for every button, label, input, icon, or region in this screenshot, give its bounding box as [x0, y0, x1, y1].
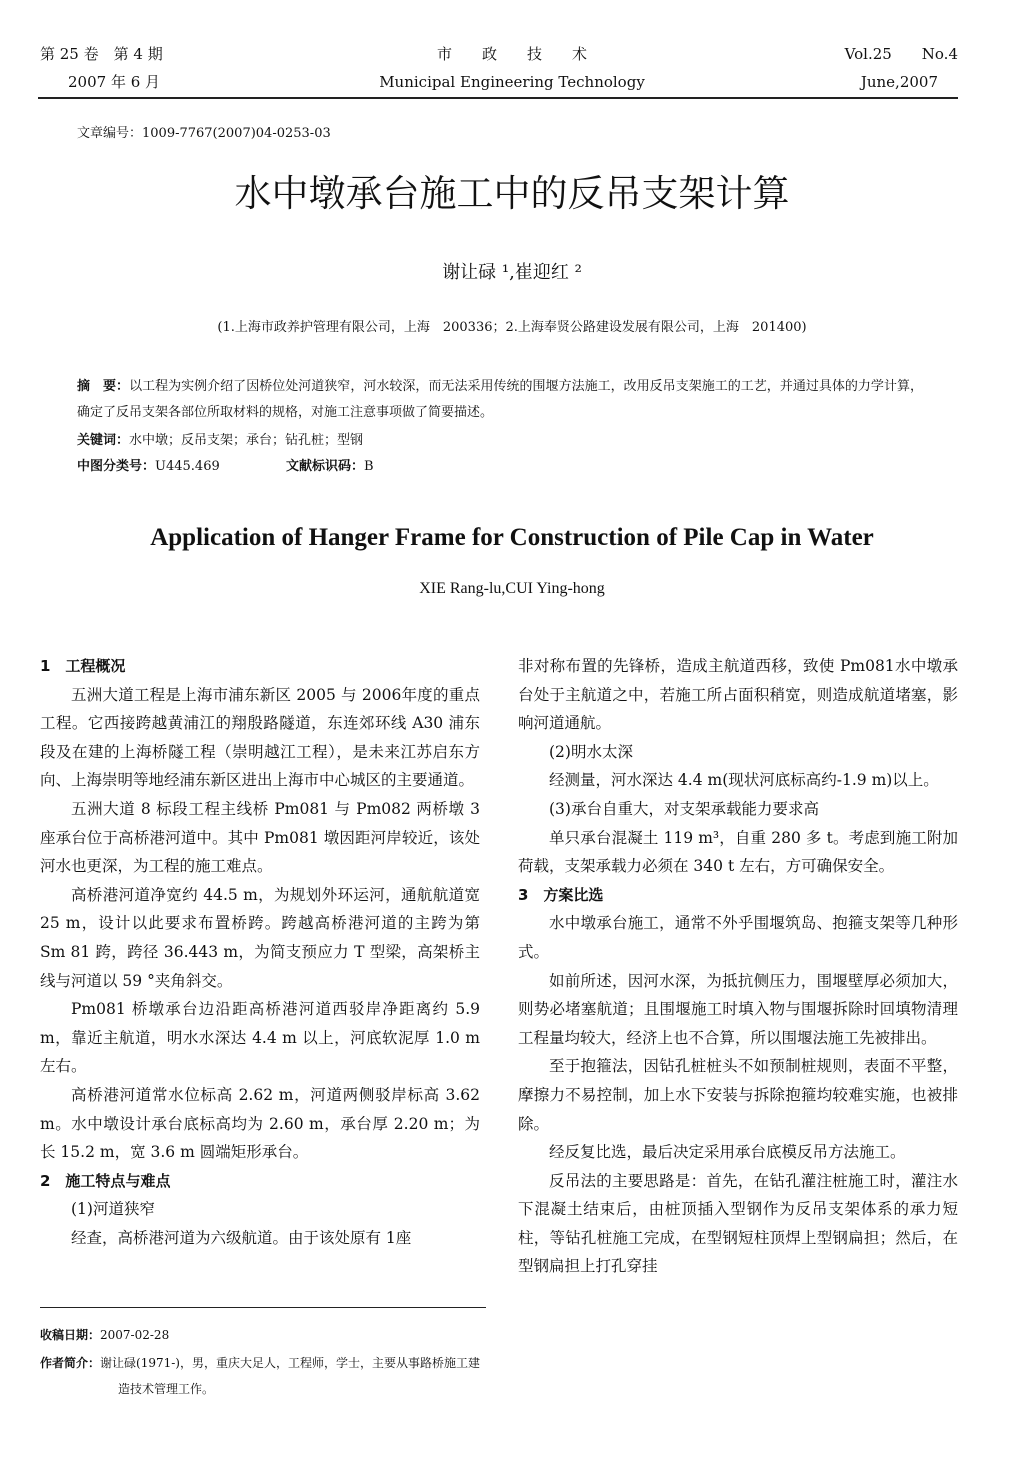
abstract-label: 摘 要： [77, 379, 130, 394]
clc-label: 中图分类号： [77, 459, 156, 474]
body-paragraph: 经反复比选，最后决定采用承台底模反吊方法施工。 [549, 1143, 906, 1162]
header-date-cn: 2007 年 6 月 [68, 73, 161, 91]
doc-code-label: 文献标识码： [286, 459, 365, 474]
english-authors: XIE Rang-lu,CUI Ying-hong [419, 580, 605, 597]
page-title: 水中墩承台施工中的反吊支架计算 [234, 172, 790, 215]
footnote-rule [40, 1307, 486, 1308]
body-paragraph: 水中墩承台施工，通常不外乎围堰筑岛、抱箍支架等几种形式。 [518, 914, 958, 961]
body-left-column [40, 652, 480, 1252]
body-paragraph: 单只承台混凝土 119 m³，自重 280 多 t。考虑到施工附加荷载，支架承载力必须在 340 t 左右，方可确保安全。 [518, 828, 958, 876]
doc-code-value: B [364, 459, 374, 474]
subsection-heading: (1)河道狭窄 [71, 1200, 155, 1219]
header-volume-issue: 第 25 卷 第 4 期 [40, 45, 163, 63]
section-heading: 2 施工特点与难点 [40, 1171, 171, 1190]
body-paragraph: 非对称布置的先锋桥，造成主航道西移，致使 Pm081水中墩承台处于主航道之中，若施工所占面积稍宽，则造成航道堵塞，影响河道通航。 [518, 657, 958, 733]
abstract-text: 以工程为实例介绍了因桥位处河道狭窄，河水较深，而无法采用传统的围堰方法施工，改用反吊支架施工的工艺，并通过具体的力学计算，确定了反吊支架各部位所取材料的规格，对施工注意事项做了简要描述。 [77, 379, 923, 420]
section-heading: 3 方案比选 [518, 885, 604, 904]
body-paragraph: 五洲大道 8 标段工程主线桥 Pm081 与 Pm082 两桥墩 3 座承台位于高桥港河道中。其中 Pm081 墩因距河岸较近，该处河水也更深，为工程的施工难点。 [40, 799, 480, 876]
body-right-column [518, 652, 958, 1281]
keywords-text: 水中墩；反吊支架；承台；钻孔桩；型钢 [129, 433, 364, 448]
body-paragraph: 经查，高桥港河道为六级航道。由于该处原有 1座 [71, 1228, 412, 1247]
bio-label: 作者简介： [40, 1356, 101, 1370]
affiliations: (1.上海市政养护管理有限公司，上海 200336；2.上海奉贤公路建设发展有限公司，上海 201400) [217, 320, 807, 335]
header-date-en: June,2007 [860, 73, 938, 91]
clc-value: U445.469 [155, 459, 220, 474]
body-paragraph: 反吊法的主要思路是：首先，在钻孔灌注桩施工时，灌注水下混凝土结束后，由桩顶插入型钢作为反吊支架体系的承力短柱，等钻孔桩施工完成，在型钢短柱顶焊上型钢扁担；然后，在型钢扁担上打孔穿挂 [518, 1171, 958, 1276]
classification [77, 454, 374, 480]
footnote-author-bio [40, 1350, 490, 1402]
keywords-label: 关键词： [77, 433, 130, 448]
section-heading: 1 工程概况 [40, 657, 126, 675]
body-paragraph: 经测量，河水深达 4.4 m(现状河底标高约-1.9 m)以上。 [549, 771, 939, 790]
english-title: Application of Hanger Frame for Construction of Pile Cap in Water [150, 524, 874, 551]
authors: 谢让碌 ¹,崔迎红 ² [442, 262, 582, 283]
body-paragraph: 高桥港河道净宽约 44.5 m，为规划外环运河，通航航道宽 25 m，设计以此要求布置桥跨。跨越高桥港河道的主跨为第 Sm 81 跨，跨径 36.443 m，为简支预应力 T 型梁，高架桥主线与河道以 59 °夹角斜交。 [40, 885, 480, 990]
body-paragraph: 高桥港河道常水位标高 2.62 m，河道两侧驳岸标高 3.62 m。水中墩设计承台底标高均为 2.60 m，承台厚 2.20 m；为长 15.2 m，宽 3.6 m 圆端矩形承台。 [40, 1085, 480, 1162]
article-number: 文章编号：1009-7767(2007)04-0253-03 [77, 126, 331, 141]
abstract [77, 374, 923, 426]
subsection-heading: (2)明水太深 [549, 742, 633, 761]
body-paragraph: 五洲大道工程是上海市浦东新区 2005 与 2006年度的重点工程。它西接跨越黄浦江的翔殷路隧道，东连郊环线 A30 浦东段及在建的上海桥隧工程（崇明越江工程），是未来江苏启东方向、上海崇明等地经浦东新区进出上海市中心城区的主要通道。 [40, 685, 480, 790]
keywords [77, 428, 363, 454]
body-paragraph: 如前所述，因河水深，为抵抗侧压力，围堰壁厚必须加大，则势必堵塞航道；且围堰施工时填入物与围堰拆除时回填物清理工程量均较大，经济上也不合算，所以围堰法施工先被排出。 [518, 971, 958, 1047]
bio-text: 谢让碌(1971-)，男，重庆大足人，工程师，学士，主要从事路桥施工建造技术管理工作。 [100, 1356, 480, 1396]
received-label: 收稿日期： [40, 1328, 101, 1342]
header-journal-cn: 市 政 技 术 [436, 45, 587, 63]
body-paragraph: Pm081 桥墩承台边沿距高桥港河道西驳岸净距离约 5.9 m，靠近主航道，明水水深达 4.4 m 以上，河底软泥厚 1.0 m 左右。 [40, 1000, 480, 1076]
header-journal-en: Municipal Engineering Technology [379, 73, 645, 91]
received-date: 2007-02-28 [100, 1328, 170, 1342]
header-rule [38, 97, 958, 99]
subsection-heading: (3)承台自重大，对支架承载能力要求高 [549, 799, 819, 818]
header-volume-en: Vol.25 No.4 [844, 45, 958, 63]
body-paragraph: 至于抱箍法，因钻孔桩桩头不如预制桩规则，表面不平整，摩擦力不易控制，加上水下安装与拆除抱箍均较难实施，也被排除。 [518, 1057, 958, 1133]
footnote-received [40, 1322, 490, 1348]
